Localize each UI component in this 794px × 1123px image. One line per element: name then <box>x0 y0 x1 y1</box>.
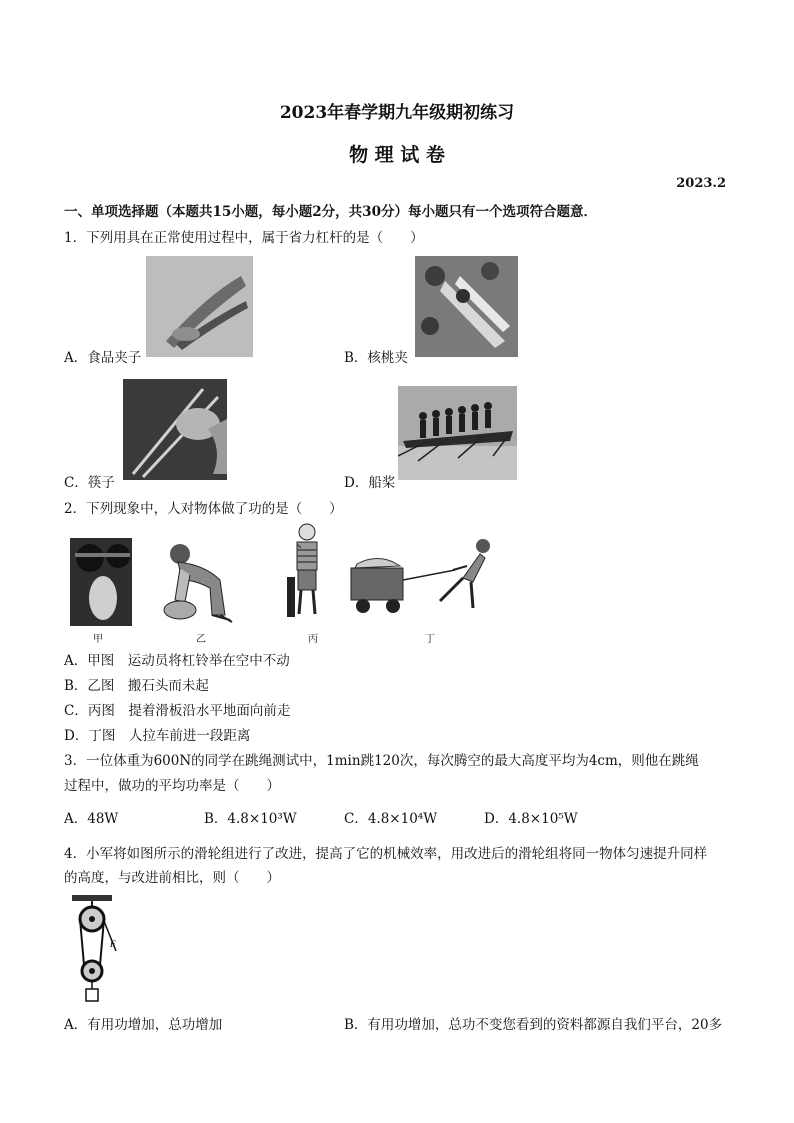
pulley-system-diagram <box>66 893 132 1005</box>
q2-option-c: C．丙图 提着滑板沿水平地面向前走 <box>64 703 291 719</box>
q1-option-c: C．筷子 <box>64 475 115 491</box>
nutcracker-image <box>415 256 518 357</box>
question-3-stem-line1: 3．一位体重为600N的同学在跳绳测试中，1min跳120次，每次腾空的最大高度平均为4cm，则他在跳绳 <box>64 753 699 769</box>
q1-option-b: B．核桃夹 <box>344 350 408 366</box>
q2-caption-jia: 甲 <box>93 634 103 645</box>
pulling-cart-image <box>345 536 500 626</box>
exam-date: 2023.2 <box>676 176 726 191</box>
weightlifter-image <box>70 538 132 626</box>
question-2-stem: 2．下列现象中，人对物体做了功的是（ ） <box>64 501 343 517</box>
q1-option-d: D．船桨 <box>344 475 396 491</box>
q3-option-c: C．4.8×10⁴W <box>344 811 438 827</box>
q3-option-d: D．4.8×10⁵W <box>484 811 578 827</box>
question-3-stem-line2: 过程中，做功的平均功率是（ ） <box>64 778 280 794</box>
question-1-stem: 1．下列用具在正常使用过程中，属于省力杠杆的是（ ） <box>64 230 424 246</box>
q3-option-b: B．4.8×10³W <box>204 811 297 827</box>
q3-option-a: A．48W <box>64 811 119 827</box>
q2-caption-bing: 丙 <box>308 634 318 645</box>
section-heading: 一、单项选择题（本题共15小题，每小题2分，共30分）每小题只有一个选项符合题意． <box>64 204 597 220</box>
q1-option-a: A．食品夹子 <box>64 350 142 366</box>
rowing-boat-image <box>398 386 517 480</box>
chopsticks-image <box>123 379 227 480</box>
page-title: 2023年春学期九年级期初练习 <box>279 103 515 123</box>
food-tongs-image <box>146 256 253 357</box>
question-4-stem-line2: 的高度，与改进前相比，则（ ） <box>64 870 280 886</box>
force-label: F <box>110 939 116 949</box>
q2-option-b: B．乙图 搬石头而未起 <box>64 678 209 694</box>
boy-with-skateboard-image <box>283 522 331 626</box>
q2-option-a: A．甲图 运动员将杠铃举在空中不动 <box>64 653 290 669</box>
q2-option-d: D．丁图 人拉车前进一段距离 <box>64 728 251 744</box>
page-subtitle: 物 理 试 卷 <box>349 144 445 166</box>
lifting-stone-image <box>150 540 238 626</box>
question-4-stem-line1: 4．小军将如图所示的滑轮组进行了改进，提高了它的机械效率，用改进后的滑轮组将同一物体匀速提升同样 <box>64 846 708 862</box>
q2-caption-yi: 乙 <box>196 634 206 645</box>
q4-option-b: B．有用功增加，总功不变您看到的资料都源自我们平台，20多 <box>344 1017 723 1033</box>
q4-option-a: A．有用功增加，总功增加 <box>64 1017 223 1033</box>
q2-caption-ding: 丁 <box>425 634 435 645</box>
